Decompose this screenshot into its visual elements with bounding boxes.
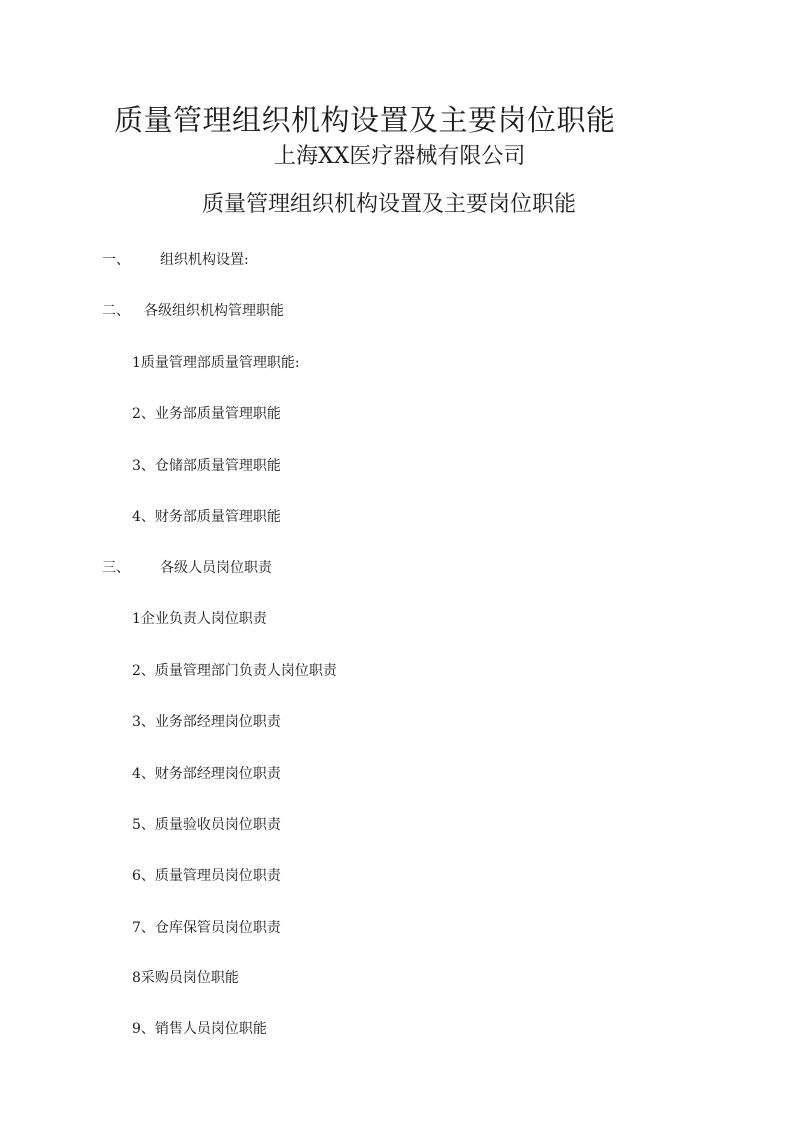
section-title: 组织机构设置:: [160, 252, 249, 268]
list-item: 5、质量验收员岗位职责: [132, 817, 281, 833]
section-number: 一、: [102, 252, 130, 268]
list-item: 2、业务部质量管理职能: [132, 406, 281, 422]
section-number: 二、: [102, 303, 130, 319]
list-item: 8采购员岗位职能: [132, 970, 239, 986]
section-title: 各级人员岗位职责: [160, 560, 272, 576]
list-item: 4、财务部质量管理职能: [132, 509, 281, 525]
list-item: 7、仓库保管员岗位职责: [132, 920, 281, 936]
document-subtitle: 质量管理组织机构设置及主要岗位职能: [202, 192, 577, 217]
section-number: 三、: [102, 560, 130, 576]
list-item: 4、财务部经理岗位职责: [132, 766, 281, 782]
list-item: 2、质量管理部门负责人岗位职责: [132, 663, 337, 679]
document-title: 质量管理组织机构设置及主要岗位职能: [114, 103, 616, 137]
list-item: 3、仓储部质量管理职能: [132, 458, 281, 474]
list-item: 1质量管理部质量管理职能:: [132, 355, 300, 371]
company-name: 上海XX医疗器械有限公司: [274, 144, 526, 169]
list-item: 6、质量管理员岗位职责: [132, 868, 281, 884]
section-title: 各级组织机构管理职能: [144, 303, 284, 319]
list-item: 3、业务部经理岗位职责: [132, 714, 281, 730]
list-item: 1企业负责人岗位职责: [132, 611, 267, 627]
list-item: 9、销售人员岗位职能: [132, 1021, 267, 1037]
